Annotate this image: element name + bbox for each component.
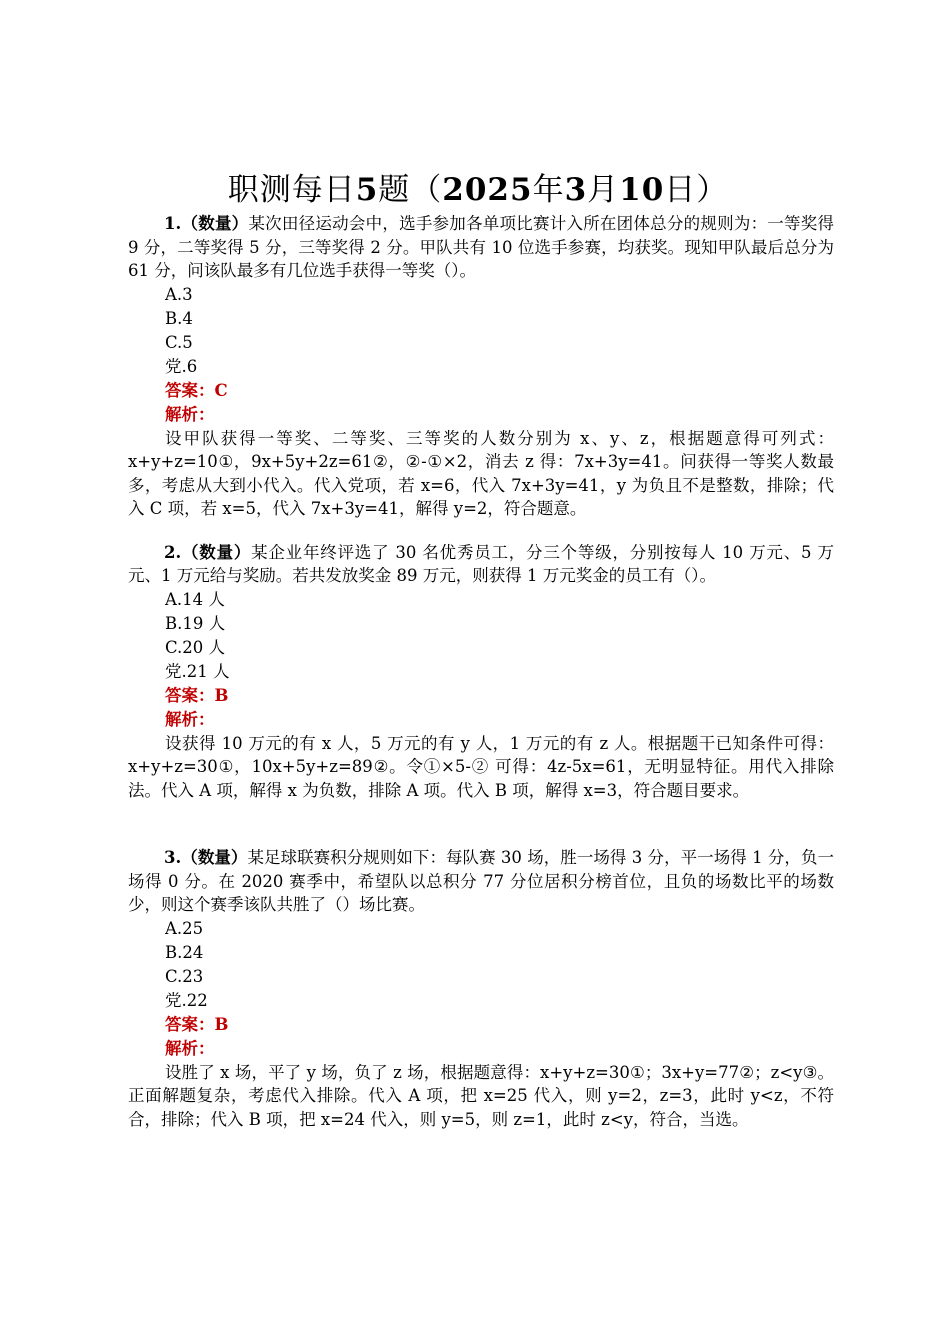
question-category-tag: （数量）	[181, 848, 248, 867]
option-b: B.24	[165, 942, 204, 962]
option-c: C.5	[165, 332, 193, 352]
analysis-text: 设甲队获得一等奖、二等奖、三等奖的人数分别为 x、y、z，根据题意得可列式：x+y+z=10①，9x+5y+2z=61②，②-①×2，消去 z 得：7x+3y=41。问获得一等奖人数最多，考虑从大到小代入。代入党项，若 x=6，代入 7x+3y=41，y 为负且不是整数，排除；代入 C 项，若 x=5，代入 7x+3y=41，解得 y=2，符合题意。	[128, 428, 834, 518]
spacer	[128, 802, 834, 846]
answer-label: 答案：B	[165, 1014, 229, 1034]
question-3	[128, 846, 834, 1131]
question-category-tag: （数量）	[181, 542, 252, 562]
option-d: 党.6	[165, 356, 198, 376]
question-2	[128, 541, 834, 803]
title-text: 年	[532, 172, 565, 208]
title-year: 2025	[442, 172, 533, 208]
question-category-tag: （数量）	[181, 214, 249, 233]
question-number: 1.	[164, 214, 182, 233]
question-text: 某足球联赛积分规则如下：每队赛 30 场，胜一场得 3 分，平一场得 1 分，负一场得 0 分。在 2020 赛季中，希望队以总积分 77 分位居积分榜首位，且负的场数比平的场数少，则这个赛季该队共胜了（）场比赛。	[128, 848, 835, 914]
analysis-text: 设胜了 x 场，平了 y 场，负了 z 场，根据题意得：x+y+z=30①；3x+y=77②；z<y③。正面解题复杂，考虑代入排除。代入 A 项，把 x=25 代入，则 y=2，z=3，此时 y<z，不符合，排除；代入 B 项，把 x=24 代入，则 y=5，则 z=1，此时 z<y，符合，当选。	[128, 1062, 834, 1129]
answer-label: 答案：C	[165, 380, 228, 400]
title-month: 3	[564, 172, 588, 208]
option-d: 党.22	[165, 990, 208, 1010]
question-number: 2.	[164, 542, 182, 562]
analysis-label: 解析：	[165, 709, 215, 729]
option-b: B.19 人	[165, 613, 226, 633]
title-text: 题（	[378, 172, 443, 208]
analysis-text: 设获得 10 万元的有 x 人，5 万元的有 y 人，1 万元的有 z 人。根据题干已知条件可得：x+y+z=30①，10x+5y+z=89②。令①×5-② 可得：4z-5x=61，无明显特征。用代入排除法。代入 A 项，解得 x 为负数，排除 A 项。代入 B 项，解得 x=3，符合题目要求。	[128, 733, 834, 800]
option-a: A.25	[165, 918, 204, 938]
title-text: 月	[587, 172, 620, 208]
title-day: 10	[619, 172, 665, 208]
spacer	[128, 521, 834, 541]
option-b: B.4	[165, 308, 193, 328]
page-title	[122, 168, 834, 212]
option-d: 党.21 人	[165, 661, 230, 681]
question-number: 3.	[164, 848, 182, 867]
title-text: 日）	[664, 172, 729, 208]
document-page	[128, 168, 834, 1131]
analysis-label: 解析：	[165, 1038, 215, 1058]
option-a: A.14 人	[165, 589, 225, 609]
question-stem	[128, 212, 834, 283]
title-text: 职测每日	[227, 172, 356, 208]
option-a: A.3	[165, 284, 193, 304]
option-c: C.23	[165, 966, 204, 986]
question-1	[128, 212, 834, 521]
answer-label: 答案：B	[165, 685, 229, 705]
option-c: C.20 人	[165, 637, 226, 657]
question-stem	[128, 846, 834, 917]
analysis-label: 解析：	[165, 404, 215, 424]
question-text: 某次田径运动会中，选手参加各单项比赛计入所在团体总分的规则为：一等奖得 9 分，二等奖得 5 分，三等奖得 2 分。甲队共有 10 位选手参赛，均获奖。现知甲队最后总分为 61 分，问该队最多有几位选手获得一等奖（）。	[128, 214, 835, 280]
question-text: 某企业年终评选了 30 名优秀员工，分三个等级，分别按每人 10 万元、5 万元、1 万元给与奖励。若共发放奖金 89 万元，则获得 1 万元奖金的员工有（）。	[128, 542, 834, 585]
title-count: 5	[355, 172, 379, 208]
question-stem	[128, 541, 834, 588]
